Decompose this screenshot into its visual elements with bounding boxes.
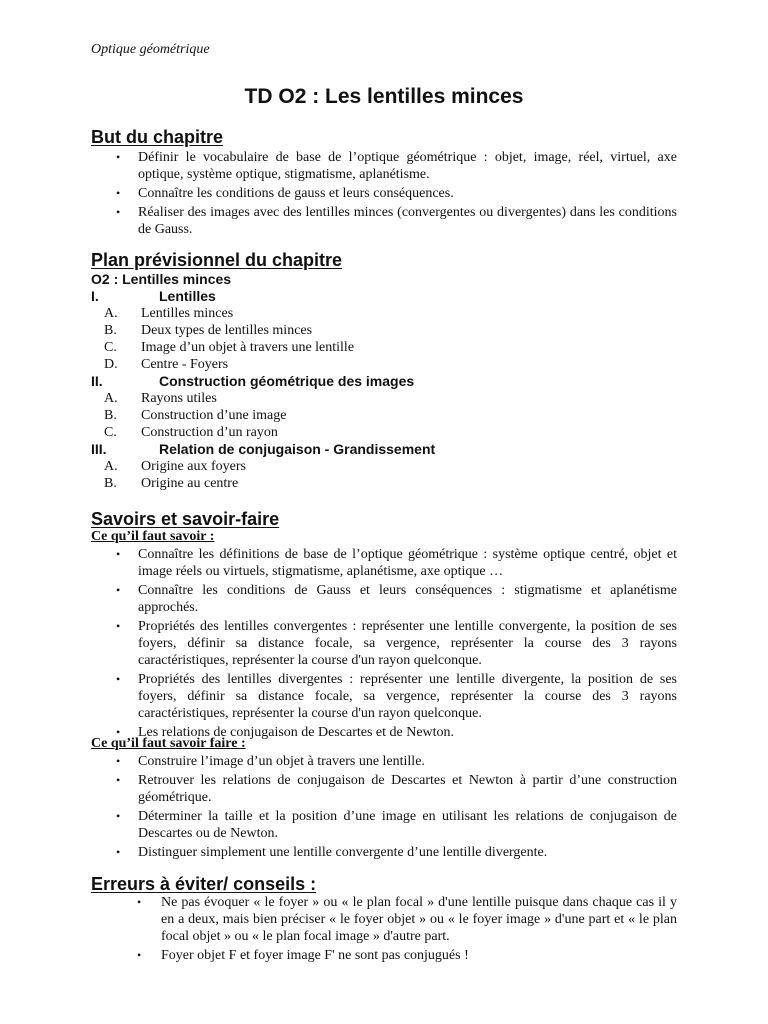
plan-item: B. Origine au centre <box>104 476 239 491</box>
page-title: TD O2 : Les lentilles minces <box>244 85 524 108</box>
list-item: • Connaître les conditions de Gauss et leurs conséquences : stigmatisme et aplanétisme approchés. <box>116 583 677 615</box>
list-item: • Ne pas évoquer « le foyer » ou « le plan focal » d'une lentille puisque dans chaque cas il y en a deux, mais bien préciser « le foyer objet » ou « le foyer image » d'une part et « le plan focal objet » ou « le plan focal image » d'autre part. <box>137 895 677 944</box>
savoir-faire-label: Ce qu’il faut savoir faire : <box>91 736 246 751</box>
list-item: • Connaître les définitions de base de l’optique géométrique : système optique centré, objet et image réels ou virtuels, stigmatisme, aplanétisme, axe optique … <box>116 547 677 579</box>
bullet-icon: • <box>116 754 121 768</box>
bullet-icon: • <box>116 547 121 561</box>
list-item: • Distinguer simplement une lentille convergente d’une lentille divergente. <box>116 845 548 860</box>
but-list <box>91 149 677 240</box>
plan-item: A. Rayons utiles <box>104 391 217 406</box>
plan-item: D. Centre - Foyers <box>104 357 229 372</box>
bullet-icon: • <box>116 725 121 739</box>
savoir-list <box>91 546 677 743</box>
section-heading-plan: Plan prévisionnel du chapitre <box>91 250 343 270</box>
bullet-icon: • <box>116 672 121 686</box>
plan-item: C. Image d’un objet à travers une lentille <box>104 340 355 355</box>
section-heading-erreurs: Erreurs à éviter/ conseils : <box>91 874 317 894</box>
list-item: • Les relations de conjugaison de Descartes et de Newton. <box>116 725 455 740</box>
page-header: Optique géométrique <box>91 42 210 57</box>
bullet-icon: • <box>116 773 121 787</box>
bullet-icon: • <box>116 583 121 597</box>
list-item: • Retrouver les relations de conjugaison de Descartes et Newton à partir d’une construction géométrique. <box>116 773 677 805</box>
savoir-label: Ce qu’il faut savoir : <box>91 529 215 544</box>
section-heading-savoirs: Savoirs et savoir-faire <box>91 509 280 529</box>
bullet-icon: • <box>116 205 121 219</box>
list-item: • Construire l’image d’un objet à travers une lentille. <box>116 754 425 769</box>
plan-subtitle: O2 : Lentilles minces <box>91 271 232 287</box>
bullet-icon: • <box>116 619 121 633</box>
bullet-icon: • <box>116 845 121 859</box>
list-item: • Réaliser des images avec des lentilles minces (convergentes ou divergentes) dans les conditions de Gauss. <box>116 205 677 237</box>
plan-item: B. Deux types de lentilles minces <box>104 323 313 338</box>
savoir-faire-list <box>91 753 677 863</box>
plan-outline <box>91 271 677 492</box>
plan-part: II. Construction géométrique des images <box>91 373 415 389</box>
list-item: • Foyer objet F et foyer image F' ne sont pas conjugués ! <box>137 948 469 963</box>
bullet-icon: • <box>137 895 142 909</box>
bullet-icon: • <box>116 186 121 200</box>
section-heading-but: But du chapitre <box>91 127 224 147</box>
list-item: • Déterminer la taille et la position d’une image en utilisant les relations de conjugaison de Descartes ou de Newton. <box>116 809 677 841</box>
plan-part: I. Lentilles <box>91 288 216 304</box>
list-item: • Propriétés des lentilles divergentes : représenter une lentille divergente, la position de ses foyers, définir sa distance focale, sa vergence, représenter la course des 3 rayons caractéristiques, représenter la course d'un rayon quelconque. <box>116 672 677 721</box>
bullet-icon: • <box>137 948 142 962</box>
bullet-icon: • <box>116 150 121 164</box>
plan-part: III. Relation de conjugaison - Grandissement <box>91 441 436 457</box>
bullet-icon: • <box>116 809 121 823</box>
plan-item: A. Lentilles minces <box>104 306 234 321</box>
plan-item: B. Construction d’une image <box>104 408 287 423</box>
plan-item: A. Origine aux foyers <box>104 459 246 474</box>
erreurs-list <box>91 894 677 966</box>
list-item: • Connaître les conditions de gauss et leurs conséquences. <box>116 186 454 201</box>
list-item: • Définir le vocabulaire de base de l’optique géométrique : objet, image, réel, virtuel, axe optique, système optique, stigmatisme, aplanétisme. <box>116 150 677 182</box>
list-item: • Propriétés des lentilles convergentes : représenter une lentille convergente, la position de ses foyers, définir sa distance focale, sa vergence, représenter la course des 3 rayons caractéristiques, représenter la course d'un rayon quelconque. <box>116 619 677 668</box>
plan-item: C. Construction d’un rayon <box>104 425 278 440</box>
